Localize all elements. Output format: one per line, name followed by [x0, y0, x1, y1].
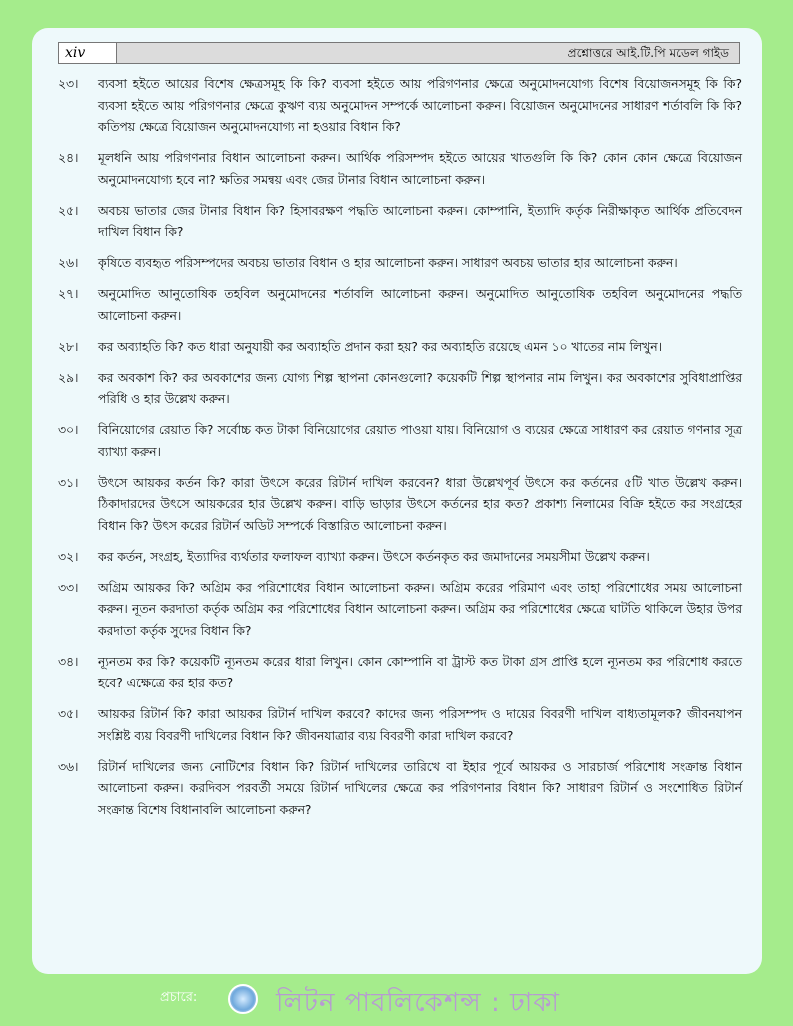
page-sheet [32, 28, 762, 974]
publisher-logo-icon [228, 984, 258, 1014]
question-item [58, 420, 742, 463]
question-number: ৩০। [58, 423, 79, 437]
question-number: ২৫। [58, 203, 79, 218]
question-item [58, 578, 742, 643]
question-number: ২৩। [58, 77, 79, 91]
question-text: কর অব্যাহতি কি? কত ধারা অনুযায়ী কর অব্যাহতি প্রদান করা হয়? কর অব্যাহতি রয়েছে এমন ১০ খাতের নাম লিখুন। [98, 339, 662, 354]
question-list [58, 74, 742, 831]
question-item [58, 757, 742, 822]
page-header [58, 42, 740, 64]
question-item [58, 148, 742, 191]
publisher-name: লিটন পাবলিকেশন্স : ঢাকা [276, 988, 560, 1018]
question-number: ২৯। [58, 370, 79, 385]
question-text: উৎসে আয়কর কর্তন কি? কারা উৎসে করের রিটার্ন দাখিল করবেন? ধারা উল্লেখপূর্ব উৎসে কর কর্তনের ৫টি খাত উল্লেখ করুন। ঠিকাদারদের উৎসে আয়করের হার উল্লেখ করুন। বাড়ি ভাড়ার উৎসে কর্তনের হার কত? প্রকাশ্য নিলামের বিক্রি হইতে কর সংগ্রহের বিধান কি? উৎস করের রিটার্ন অডিট সম্পর্কে বিস্তারিত আলোচনা করুন। [98, 475, 742, 533]
question-item [58, 253, 742, 275]
question-item [58, 547, 742, 569]
question-item [58, 201, 742, 244]
question-number: ৩৩। [58, 580, 79, 595]
question-number: ৩৫। [58, 707, 79, 721]
question-text: রিটার্ন দাখিলের জন্য নোটিশের বিধান কি? রিটার্ন দাখিলের তারিখে বা ইহার পূর্বে আয়কর ও সারচার্জ পরিশোধ সংক্রান্ত বিধান আলোচনা করুন। করদিবস পরবর্তী সময়ে রিটার্ন দাখিলের ক্ষেত্রে কর পরিগণনার বিধান কি? সাধারণ রিটার্ন ও সংশোধিত রিটার্ন সংক্রান্ত বিশেষ বিধানাবলি আলোচনা করুন? [98, 759, 742, 817]
question-text: বিনিয়োগের রেয়াত কি? সর্বোচ্চ কত টাকা বিনিয়োগের রেয়াত পাওয়া যায়। বিনিয়োগ ও ব্যয়ের ক্ষেত্রে সাধারণ কর রেয়াত গণনার সূত্র ব্যাখ্যা করুন। [98, 423, 742, 459]
question-text: ন্যূনতম কর কি? কয়েকটি ন্যূনতম করের ধারা লিখুন। কোন কোম্পানি বা ট্রাস্ট কত টাকা গ্রস প্রাপ্তি হলে ন্যূনতম কর পরিশোধ করতে হবে? এক্ষেত্রে কর হার কত? [98, 654, 742, 690]
question-item [58, 704, 742, 747]
footer-label: প্রচারে: [160, 990, 198, 1005]
question-item [58, 368, 742, 411]
question-item [58, 652, 742, 695]
question-number: ২৪। [58, 151, 79, 165]
question-text: অনুমোদিত আনুতোষিক তহবিল অনুমোদনের শর্তাবলি আলোচনা করুন। অনুমোদিত আনুতোষিক তহবিল অনুমোদনের পদ্ধতি আলোচনা করুন। [98, 287, 742, 323]
question-text: কর অবকাশ কি? কর অবকাশের জন্য যোগ্য শিল্প স্থাপনা কোনগুলো? কয়েকটি শিল্প স্থাপনার নাম লিখুন। কর অবকাশের সুবিধাপ্রাপ্তির পরিধি ও হার উল্লেখ করুন। [98, 370, 742, 406]
question-number: ৩৪। [58, 654, 79, 669]
question-text: ব্যবসা হইতে আয়ের বিশেষ ক্ষেত্রসমূহ কি কি? ব্যবসা হইতে আয় পরিগণনার ক্ষেত্রে অনুমোদনযোগ্য বিশেষ বিয়োজনসমূহ কি কি? ব্যবসা হইতে আয় পরিগণনার ক্ষেত্রে কুঋণ ব্যয় অনুমোদন সম্পর্কে আলোচনা করুন। বিয়োজন অনুমোদনের সাধারণ শর্তাবলি কি কি? কতিপয় ক্ষেত্রে বিয়োজন অনুমোদনযোগ্য না হওয়ার বিধান কি? [98, 77, 742, 134]
question-number: ৩২। [58, 549, 79, 564]
question-number: ৩১। [58, 475, 79, 490]
question-text: অবচয় ভাতার জের টানার বিধান কি? হিসাবরক্ষণ পদ্ধতি আলোচনা করুন। কোম্পানি, ইত্যাদি কর্তৃক নিরীক্ষাকৃত আর্থিক প্রতিবেদন দাখিল বিধান কি? [98, 203, 742, 239]
running-title: প্রশ্নোত্তরে আই.টি.পি মডেল গাইড [567, 46, 729, 60]
question-number: ২৭। [58, 287, 79, 301]
question-text: অগ্রিম আয়কর কি? অগ্রিম কর পরিশোধের বিধান আলোচনা করুন। অগ্রিম করের পরিমাণ এবং তাহা পরিশোধের সময় আলোচনা করুন। নূতন করদাতা কর্তৃক অগ্রিম কর পরিশোধের বিধান আলোচনা করুন। অগ্রিম কর পরিশোধের ক্ষেত্রে ঘাটতি থাকিলে উহার উপর করদাতা কর্তৃক সুদের বিধান কি? [98, 580, 742, 638]
question-number: ২৮। [58, 339, 79, 354]
question-item [58, 284, 742, 327]
question-text: কর কর্তন, সংগ্রহ, ইত্যাদির ব্যর্থতার ফলাফল ব্যাখ্যা করুন। উৎসে কর্তনকৃত কর জমাদানের সময়সীমা উল্লেখ করুন। [98, 549, 650, 564]
question-item [58, 337, 742, 359]
question-number: ৩৬। [58, 759, 79, 774]
question-text: কৃষিতে ব্যবহৃত পরিসম্পদের অবচয় ভাতার বিধান ও হার আলোচনা করুন। সাধারণ অবচয় ভাতার হার আলোচনা করুন। [98, 256, 678, 270]
question-text: আয়কর রিটার্ন কি? কারা আয়কর রিটার্ন দাখিল করবে? কাদের জন্য পরিসম্পদ ও দায়ের বিবরণী দাখিল বাধ্যতামূলক? জীবনযাপন সংশ্লিষ্ট ব্যয় বিবরণী দাখিলের বিধান কি? জীবনযাত্রার ব্যয় বিবরণী কারা দাখিল করবে? [98, 707, 742, 743]
question-item [58, 74, 742, 139]
question-item [58, 473, 742, 538]
page-footer [0, 976, 793, 1024]
question-number: ২৬। [58, 256, 79, 270]
question-text: মূলধনি আয় পরিগণনার বিধান আলোচনা করুন। আর্থিক পরিসম্পদ হইতে আয়ের খাতগুলি কি কি? কোন কোন ক্ষেত্রে বিয়োজন অনুমোদনযোগ্য হবে না? ক্ষতির সমন্বয় এবং জের টানার বিধান আলোচনা করুন। [98, 151, 742, 187]
page-number: xiv [59, 43, 117, 63]
